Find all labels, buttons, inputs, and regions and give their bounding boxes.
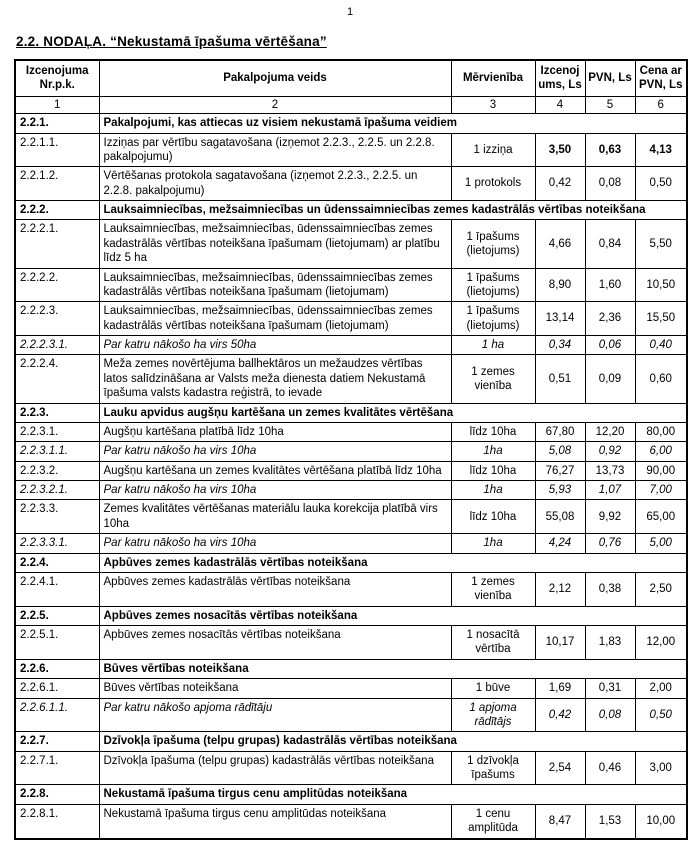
column-number-cell: 5 [585,96,635,113]
cell-price: 0,34 [535,336,585,355]
cell-price: 2,12 [535,572,585,606]
cell-nr: 2.2.3.2.1. [15,481,99,500]
section-row [15,403,687,422]
cell-total: 12,00 [635,626,687,660]
cell-vat: 0,38 [585,572,635,606]
header-cell-vat: PVN, Ls [585,60,635,96]
table-row [15,167,687,201]
table-row [15,481,687,500]
column-number-cell: 3 [451,96,535,113]
cell-price: 5,93 [535,481,585,500]
column-number-cell: 6 [635,96,687,113]
cell-price: 8,47 [535,804,585,838]
cell-unit: 1 izziņa [451,133,535,167]
cell-vat: 13,73 [585,461,635,480]
cell-nr: 2.2.2.4. [15,355,99,403]
cell-total: 5,50 [635,220,687,268]
table-row [15,442,687,461]
table-body [15,114,687,839]
cell-price: 4,24 [535,534,585,553]
table-row [15,804,687,838]
cell-service: Augšņu kartēšana platībā līdz 10ha [99,422,451,441]
cell-vat: 0,08 [585,167,635,201]
cell-vat: 0,09 [585,355,635,403]
cell-nr: 2.2.1. [15,114,99,133]
cell-unit: 1 cenu amplitūda [451,804,535,838]
cell-section-title: Nekustamā īpašuma tirgus cenu amplitūdas noteikšana [99,785,687,804]
cell-vat: 1,60 [585,268,635,302]
table-row [15,422,687,441]
cell-vat: 0,84 [585,220,635,268]
cell-nr: 2.2.2. [15,201,99,220]
cell-price: 3,50 [535,133,585,167]
section-row [15,732,687,751]
cell-price: 0,42 [535,698,585,732]
cell-vat: 0,08 [585,698,635,732]
cell-section-title: Lauku apvidus augšņu kartēšana un zemes kvalitātes vērtēšana [99,403,687,422]
cell-unit: līdz 10ha [451,422,535,441]
cell-nr: 2.2.3.3.1. [15,534,99,553]
header-row [15,60,687,96]
section-row [15,114,687,133]
cell-nr: 2.2.3.3. [15,500,99,534]
section-row [15,785,687,804]
cell-vat: 0,63 [585,133,635,167]
cell-price: 76,27 [535,461,585,480]
cell-service: Apbūves zemes kadastrālās vērtības noteikšana [99,572,451,606]
cell-vat: 1,53 [585,804,635,838]
table-row [15,751,687,785]
cell-total: 0,50 [635,167,687,201]
cell-unit: 1 nosacītā vērtība [451,626,535,660]
cell-service: Par katru nākošo apjoma rādītāju [99,698,451,732]
cell-unit: 1 īpašums (lietojums) [451,302,535,336]
cell-unit: 1 zemes vienība [451,572,535,606]
column-number-cell: 2 [99,96,451,113]
cell-price: 2,54 [535,751,585,785]
cell-unit: 1 būve [451,679,535,698]
header-cell-service: Pakalpojuma veids [99,60,451,96]
cell-service: Lauksaimniecības, mežsaimniecības, ūdenssaimniecības zemes kadastrālās vērtības noteikšana īpašumam (lietojumam) ar platību līdz 5 ha [99,220,451,268]
header-cell-unit: Mērvienība [451,60,535,96]
cell-unit: 1 dzīvokļa īpašums [451,751,535,785]
cell-price: 5,08 [535,442,585,461]
cell-vat: 1,83 [585,626,635,660]
cell-section-title: Būves vērtības noteikšana [99,659,687,678]
cell-service: Izziņas par vērtību sagatavošana (izņemot 2.2.3., 2.2.5. un 2.2.8. pakalpojumu) [99,133,451,167]
cell-nr: 2.2.6.1. [15,679,99,698]
cell-price: 4,66 [535,220,585,268]
section-row [15,606,687,625]
cell-service: Nekustamā īpašuma tirgus cenu amplitūdas noteikšana [99,804,451,838]
cell-vat: 1,07 [585,481,635,500]
page-number: 1 [346,6,354,18]
cell-total: 7,00 [635,481,687,500]
cell-total: 90,00 [635,461,687,480]
cell-total: 80,00 [635,422,687,441]
chapter-heading: 2.2. NODAĻA. “Nekustamā īpašuma vērtēšana” [16,34,327,49]
cell-price: 1,69 [535,679,585,698]
cell-nr: 2.2.4.1. [15,572,99,606]
cell-total: 5,00 [635,534,687,553]
cell-section-title: Apbūves zemes nosacītās vērtības noteikšana [99,606,687,625]
cell-section-title: Pakalpojumi, kas attiecas uz visiem nekustamā īpašuma veidiem [99,114,687,133]
cell-unit: 1 apjoma rādītājs [451,698,535,732]
table-row [15,626,687,660]
cell-service: Lauksaimniecības, mežsaimniecības, ūdenssaimniecības zemes kadastrālās vērtības noteikšana īpašumam (lietojumam) [99,268,451,302]
cell-total: 15,50 [635,302,687,336]
cell-unit: līdz 10ha [451,500,535,534]
section-row [15,553,687,572]
cell-total: 0,40 [635,336,687,355]
cell-nr: 2.2.7. [15,732,99,751]
header-cell-price: Izcenojums, Ls [535,60,585,96]
pricing-table [14,59,688,840]
cell-service: Lauksaimniecības, mežsaimniecības, ūdenssaimniecības zemes kadastrālās vērtības noteikšana īpašumam (lietojumam) [99,302,451,336]
cell-service: Augšņu kartēšana un zemes kvalitātes vērtēšana platībā līdz 10ha [99,461,451,480]
cell-vat: 9,92 [585,500,635,534]
cell-vat: 12,20 [585,422,635,441]
cell-nr: 2.2.3.1. [15,422,99,441]
table-row [15,302,687,336]
cell-total: 0,60 [635,355,687,403]
cell-total: 0,50 [635,698,687,732]
cell-total: 6,00 [635,442,687,461]
cell-nr: 2.2.3.2. [15,461,99,480]
cell-service: Par katru nākošo ha virs 10ha [99,442,451,461]
table-row [15,268,687,302]
cell-price: 8,90 [535,268,585,302]
table-row [15,133,687,167]
cell-unit: 1 īpašums (lietojums) [451,268,535,302]
table-row [15,220,687,268]
table-row [15,336,687,355]
table-header [15,60,687,114]
cell-nr: 2.2.5.1. [15,626,99,660]
cell-price: 55,08 [535,500,585,534]
section-row [15,659,687,678]
cell-total: 65,00 [635,500,687,534]
cell-unit: 1 ha [451,336,535,355]
cell-nr: 2.2.4. [15,553,99,572]
cell-nr: 2.2.8.1. [15,804,99,838]
column-numbers-row [15,96,687,113]
cell-service: Par katru nākošo ha virs 10ha [99,534,451,553]
table-row [15,572,687,606]
cell-total: 4,13 [635,133,687,167]
cell-section-title: Dzīvokļa īpašuma (telpu grupas) kadastrālās vērtības noteikšana [99,732,687,751]
cell-nr: 2.2.1.2. [15,167,99,201]
cell-service: Vērtēšanas protokola sagatavošana (izņemot 2.2.3., 2.2.5. un 2.2.8. pakalpojumu) [99,167,451,201]
column-number-cell: 4 [535,96,585,113]
cell-section-title: Apbūves zemes kadastrālās vērtības noteikšana [99,553,687,572]
cell-nr: 2.2.2.3.1. [15,336,99,355]
cell-service: Par katru nākošo ha virs 50ha [99,336,451,355]
cell-vat: 0,76 [585,534,635,553]
header-cell-total: Cena ar PVN, Ls [635,60,687,96]
table-row [15,698,687,732]
cell-vat: 0,06 [585,336,635,355]
table-row [15,355,687,403]
cell-service: Zemes kvalitātes vērtēšanas materiālu lauka korekcija platībā virs 10ha [99,500,451,534]
cell-price: 10,17 [535,626,585,660]
cell-unit: 1ha [451,534,535,553]
cell-vat: 0,31 [585,679,635,698]
cell-total: 2,50 [635,572,687,606]
column-number-cell: 1 [15,96,99,113]
cell-unit: 1 zemes vienība [451,355,535,403]
table-row [15,461,687,480]
cell-unit: līdz 10ha [451,461,535,480]
cell-nr: 2.2.1.1. [15,133,99,167]
cell-section-title: Lauksaimniecības, mežsaimniecības un ūdenssaimniecības zemes kadastrālās vērtības noteikšana [99,201,687,220]
section-row [15,201,687,220]
cell-nr: 2.2.6.1.1. [15,698,99,732]
cell-vat: 2,36 [585,302,635,336]
table-row [15,679,687,698]
table-row [15,500,687,534]
cell-nr: 2.2.8. [15,785,99,804]
cell-unit: 1ha [451,442,535,461]
cell-nr: 2.2.3. [15,403,99,422]
cell-service: Būves vērtības noteikšana [99,679,451,698]
cell-nr: 2.2.5. [15,606,99,625]
cell-vat: 0,92 [585,442,635,461]
cell-unit: 1 protokols [451,167,535,201]
cell-service: Apbūves zemes nosacītās vērtības noteikšana [99,626,451,660]
cell-nr: 2.2.7.1. [15,751,99,785]
cell-price: 13,14 [535,302,585,336]
cell-vat: 0,46 [585,751,635,785]
table-row [15,534,687,553]
cell-total: 3,00 [635,751,687,785]
cell-service: Meža zemes novērtējuma ballhektāros un mežaudzes vērtības latos salīdzināšana ar Valsts meža dienesta datiem Nekustamā īpašuma valsts kadastra reģistrā, to ievade [99,355,451,403]
header-cell-nr: Izcenojuma Nr.p.k. [15,60,99,96]
cell-nr: 2.2.6. [15,659,99,678]
cell-price: 0,42 [535,167,585,201]
cell-service: Dzīvokļa īpašuma (telpu grupas) kadastrālās vērtības noteikšana [99,751,451,785]
cell-total: 2,00 [635,679,687,698]
cell-nr: 2.2.2.2. [15,268,99,302]
cell-total: 10,00 [635,804,687,838]
cell-nr: 2.2.3.1.1. [15,442,99,461]
cell-unit: 1ha [451,481,535,500]
cell-service: Par katru nākošo ha virs 10ha [99,481,451,500]
cell-total: 10,50 [635,268,687,302]
cell-nr: 2.2.2.1. [15,220,99,268]
cell-price: 0,51 [535,355,585,403]
cell-unit: 1 īpašums (lietojums) [451,220,535,268]
cell-nr: 2.2.2.3. [15,302,99,336]
cell-price: 67,80 [535,422,585,441]
